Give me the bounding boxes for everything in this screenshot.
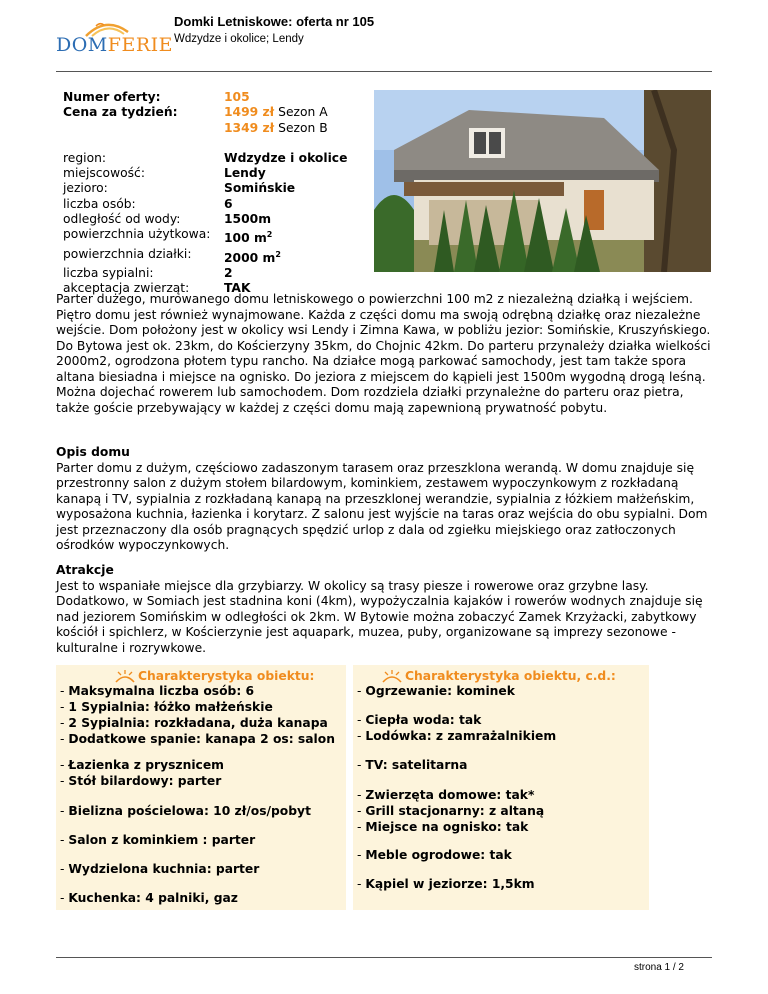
feature-item: - Wydzielona kuchnia: parter (60, 862, 260, 876)
price-b-row (63, 121, 347, 136)
page-number: strona 1 / 2 (633, 962, 684, 973)
feature-item: - 1 Sypialnia: łóżko małżeńskie (60, 700, 273, 714)
info-row-bedrooms (63, 266, 347, 281)
opis-text: Parter domu z dużym, częściowo zadaszonym tarasem oraz przeszklona werandą. W domu znajduje się przestronny salon z dużym stołem bilardowym, kominkiem, zestawem wypoczynkowym z rozkładaną kanapą i TV, sypialnia z rozkładaną kanapą na przeszklonej werandzie, sypialnia z łóżkiem małżeńskim, wyposażona kuchnia, łazienka i korytarz. Z salonu jest wyjście na taras oraz wejścia do obu sypialni. Dom jest przeznaczony dla osób pragnących spędzić urlop z dala od zgiełku miejskiego oraz zatłoczonych ośrodków wypoczynkowych. (56, 460, 708, 552)
info-row-usable-area (63, 227, 347, 246)
price-a-season: Sezon A (278, 105, 328, 120)
features-right-title-text: Charakterystyka obiektu, c.d.: (405, 669, 616, 683)
price-label: Cena za tydzień: (63, 105, 178, 120)
footer-divider (56, 957, 712, 958)
page-title: Domki Letniskowe: oferta nr 105 (174, 14, 375, 29)
info-label: jezioro: (63, 181, 108, 196)
domferie-logo (56, 14, 173, 66)
description-text: Parter dużego, murowanego domu letniskowego o powierzchni 100 m2 z niezależną działką i wejściem. Piętro domu jest również wynajmowane. Każda z części domu ma swoją odrębną działkę oraz niezależne wejście. Dom położony jest w okolicy wsi Lendy i Zimna Kawa, w pobliżu jezior: Somińskie, Kruszyńskiego. Do Bytowa jest ok. 23km, do Kościerzyny 35km, do Chojnic 42km. Do parteru przynależy działka wielkości 2000m2, ogrodzona płotem typu rancho. Na działce mogą parkować samochody, jest tam także spora altana biesiadna i miejsce na ognisko. Do jeziora z miejscem do kąpieli jest 1500m wygodną drogą leśną. Można dojechać rowerem lub samochodem. Dom rozdziela działki przynależne do parteru oraz pietra, także goście przebywający w każdej z części domu mają zapewnioną prywatność pobytu. (56, 292, 711, 415)
info-value: TAK (224, 281, 251, 296)
info-label: miejscowość: (63, 166, 145, 181)
info-label: region: (63, 150, 107, 165)
offer-number-label: Numer oferty: (63, 90, 161, 104)
feature-item: - Kąpiel w jeziorze: 1,5km (357, 877, 535, 891)
info-label: liczba osób: (63, 196, 136, 211)
price-b-season: Sezon B (278, 120, 328, 135)
logo-dom-text: DOM (56, 34, 108, 56)
info-value: 100 m (224, 231, 267, 246)
unit-superscript: 2 (275, 249, 281, 259)
feature-item: - Stół bilardowy: parter (60, 774, 222, 788)
feature-item: - Ciepła woda: tak (357, 713, 482, 727)
info-label: powierzchnia działki: (63, 246, 192, 261)
atrakcje-heading: Atrakcje (56, 563, 114, 577)
offer-number-value: 105 (224, 90, 250, 104)
price-a-amount: 1499 zł (224, 105, 275, 120)
offer-number-row (63, 90, 347, 105)
feature-item: - Kuchenka: 4 palniki, gaz (60, 891, 238, 905)
header-divider (56, 71, 712, 72)
info-value: Wdzydze i okolice (224, 150, 348, 165)
info-label: odległość od wody: (63, 212, 181, 227)
atrakcje-text: Jest to wspaniałe miejsce dla grzybiarzy. W okolicy są trasy piesze i rowerowe oraz grzybne lasy. Dodatkowo, w Somiach jest stadnina koni (4km), wypożyczalnia kajaków i rowerów wodnych znajduje się nad jeziorem Somińskim w odległości ok 2km. W Bytowie można zobaczyć Zamek Krzyżacki, zabytkowy kościół i spichlerz, w Kościerzynie jest aquapark, muzea, puby, organizowane są imprezy sezonowe - kulturalne i rozrywkowe. (56, 578, 703, 655)
info-row-water-distance (63, 212, 347, 227)
info-label: liczba sypialni: (63, 266, 154, 281)
info-value: Lendy (224, 166, 266, 181)
opis-domu-section (56, 445, 712, 554)
info-value: Somińskie (224, 181, 296, 196)
price-b-amount: 1349 zł (224, 120, 275, 135)
offer-info-table (63, 90, 347, 297)
feature-item: - Dodatkowe spanie: kanapa 2 os: salon (60, 732, 335, 746)
feature-item: - Zwierzęta domowe: tak* (357, 788, 535, 802)
features-panel-left (56, 665, 346, 910)
page-header (0, 0, 768, 72)
info-label: powierzchnia użytkowa: (63, 227, 211, 242)
features-left-title (114, 669, 314, 683)
info-row-lake (63, 181, 347, 196)
logo-ferie-text: FERIE (107, 34, 173, 56)
info-row-persons (63, 197, 347, 212)
features-left-title-text: Charakterystyka obiektu: (138, 669, 315, 683)
info-label: akceptacja zwierząt: (63, 281, 190, 296)
feature-item: - 2 Sypialnia: rozkładana, duża kanapa (60, 716, 328, 730)
house-photo (374, 90, 711, 272)
info-row-plot-area (63, 247, 347, 266)
feature-item: - TV: satelitarna (357, 758, 468, 772)
atrakcje-section (56, 563, 712, 656)
info-row-region (63, 151, 347, 166)
price-row (63, 105, 347, 120)
feature-item: - Bielizna pościelowa: 10 zł/os/pobyt (60, 804, 311, 818)
sun-icon (381, 669, 403, 683)
feature-item: - Salon z kominkiem : parter (60, 833, 256, 847)
feature-item: - Grill stacjonarny: z altaną (357, 804, 545, 818)
feature-item: - Ogrzewanie: kominek (357, 684, 515, 698)
info-value: 6 (224, 196, 233, 211)
features-right-title (381, 669, 616, 683)
feature-item: - Lodówka: z zamrażalnikiem (357, 729, 557, 743)
feature-item: - Miejsce na ognisko: tak (357, 820, 529, 834)
feature-item: - Meble ogrodowe: tak (357, 848, 512, 862)
feature-item: - Łazienka z prysznicem (60, 758, 224, 772)
info-value: 2 (224, 266, 233, 281)
info-value: 1500m (224, 212, 272, 227)
feature-item: - Maksymalna liczba osób: 6 (60, 684, 255, 698)
unit-superscript: 2 (266, 230, 273, 240)
opis-heading: Opis domu (56, 445, 130, 459)
description-block (56, 292, 712, 416)
page-subtitle: Wdzydze i okolice; Lendy (174, 33, 304, 45)
info-row-town (63, 166, 347, 181)
features-panel-right (353, 665, 649, 910)
sun-icon (114, 669, 136, 683)
info-value: 2000 m (224, 250, 276, 265)
